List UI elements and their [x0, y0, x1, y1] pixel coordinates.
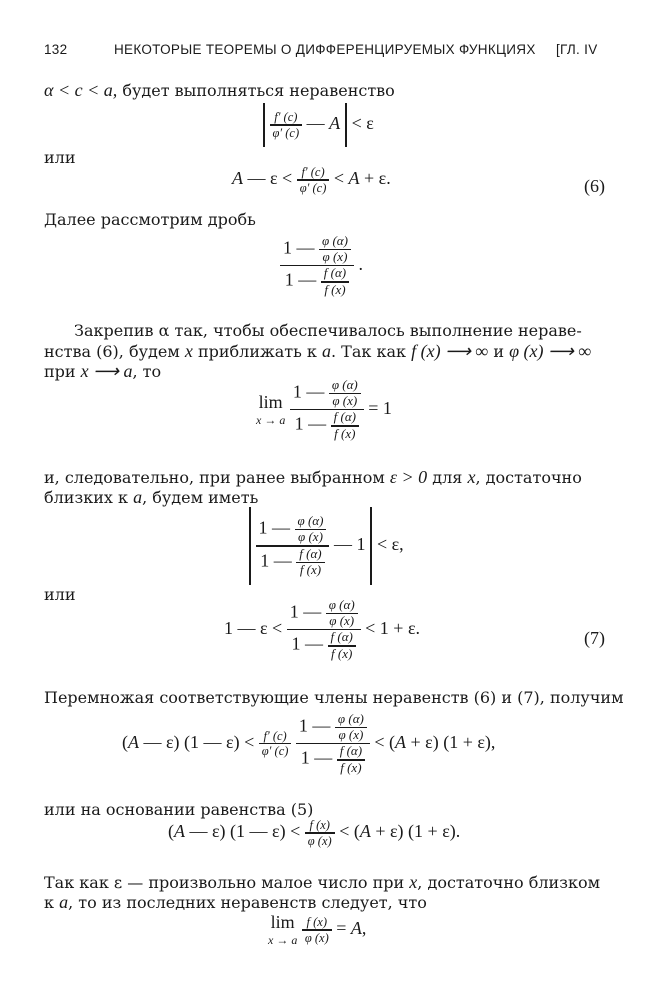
intro-line: α < c < a, будет выполняться неравенство: [44, 80, 395, 100]
paragraph-4-line-1: и, следовательно, при ранее выбранном ε > 0 для x, достаточно: [44, 467, 582, 487]
inequality-abs: $\frac{f' (c)}{\varphi' (c)}$ — A < ε: [258, 103, 374, 147]
or-connector-1: или: [44, 148, 76, 167]
equation-7-number: (7): [584, 628, 605, 648]
paragraph-7-line-1: Так как ε — произвольно малое число при x, достаточно близком: [44, 872, 601, 892]
inequality-abs-compound: 1 — $\frac{\varphi (\alpha)}{\varphi (x)}$ 1 — $\frac{f (\alpha)}{f (x)}$ — 1 < ε,: [244, 507, 404, 585]
final-limit: lim x → a $\frac{f (x)}{\varphi (x)}$ = A,: [268, 912, 367, 947]
or-connector-2: или: [44, 585, 76, 604]
paragraph-fraction-intro: Далее рассмотрим дробь: [44, 210, 256, 229]
chapter-label: [ГЛ. IV: [556, 42, 598, 57]
limit-equation: lim x → a 1 — $\frac{\varphi (\alpha)}{\varphi (x)}$ 1 — $\frac{f (\alpha)}{f (x)}$ = 1: [256, 377, 392, 441]
equation-6-number: (6): [584, 176, 605, 196]
paragraph-5: Перемножая соответствующие члены неравенств (6) и (7), получим: [44, 688, 624, 707]
paragraph-6: или на основании равенства (5): [44, 800, 314, 819]
equation-7: 1 — ε < 1 — $\frac{\varphi (\alpha)}{\varphi (x)}$ 1 — $\frac{f (\alpha)}{f (x)}$ < 1 + ε.: [224, 597, 421, 661]
paragraph-4-line-2: близких к a, будем иметь: [44, 487, 259, 507]
paragraph-3-line-3: при x ⟶ a, то: [44, 361, 162, 381]
product-inequality: (A — ε) (1 — ε) < $\frac{f' (c)}{\varphi' (c)}$ 1 — $\frac{\varphi (\alpha)}{\varphi (x)}$ 1 — $\frac{f (\alpha)}{f (x)}$ < (A + ε) (1 + ε),: [122, 711, 496, 775]
paragraph-3-line-2: нства (6), будем x приближать к a. Так как f (x) ⟶ ∞ и φ (x) ⟶ ∞: [44, 341, 592, 361]
paragraph-7-line-2: к a, то из последних неравенств следует, что: [44, 892, 427, 912]
running-title: НЕКОТОРЫЕ ТЕОРЕМЫ О ДИФФЕРЕНЦИРУЕМЫХ ФУНКЦИЯХ: [114, 42, 536, 57]
page-number: 132: [44, 42, 68, 57]
paragraph-3-line-1: Закрепив α так, чтобы обеспечивалось выполнение нераве‑: [74, 321, 582, 340]
equation-6: A — ε < $\frac{f' (c)}{\varphi' (c)}$ < A + ε.: [232, 165, 391, 195]
simplified-inequality: (A — ε) (1 — ε) < $\frac{f (x)}{\varphi (x)}$ < (A + ε) (1 + ε).: [168, 818, 461, 848]
intro-text: будет выполняться неравенство: [122, 81, 395, 100]
compound-fraction: 1 — $\frac{\varphi (\alpha)}{\varphi (x)}$ 1 — $\frac{f (\alpha)}{f (x)}$ .: [280, 234, 363, 298]
